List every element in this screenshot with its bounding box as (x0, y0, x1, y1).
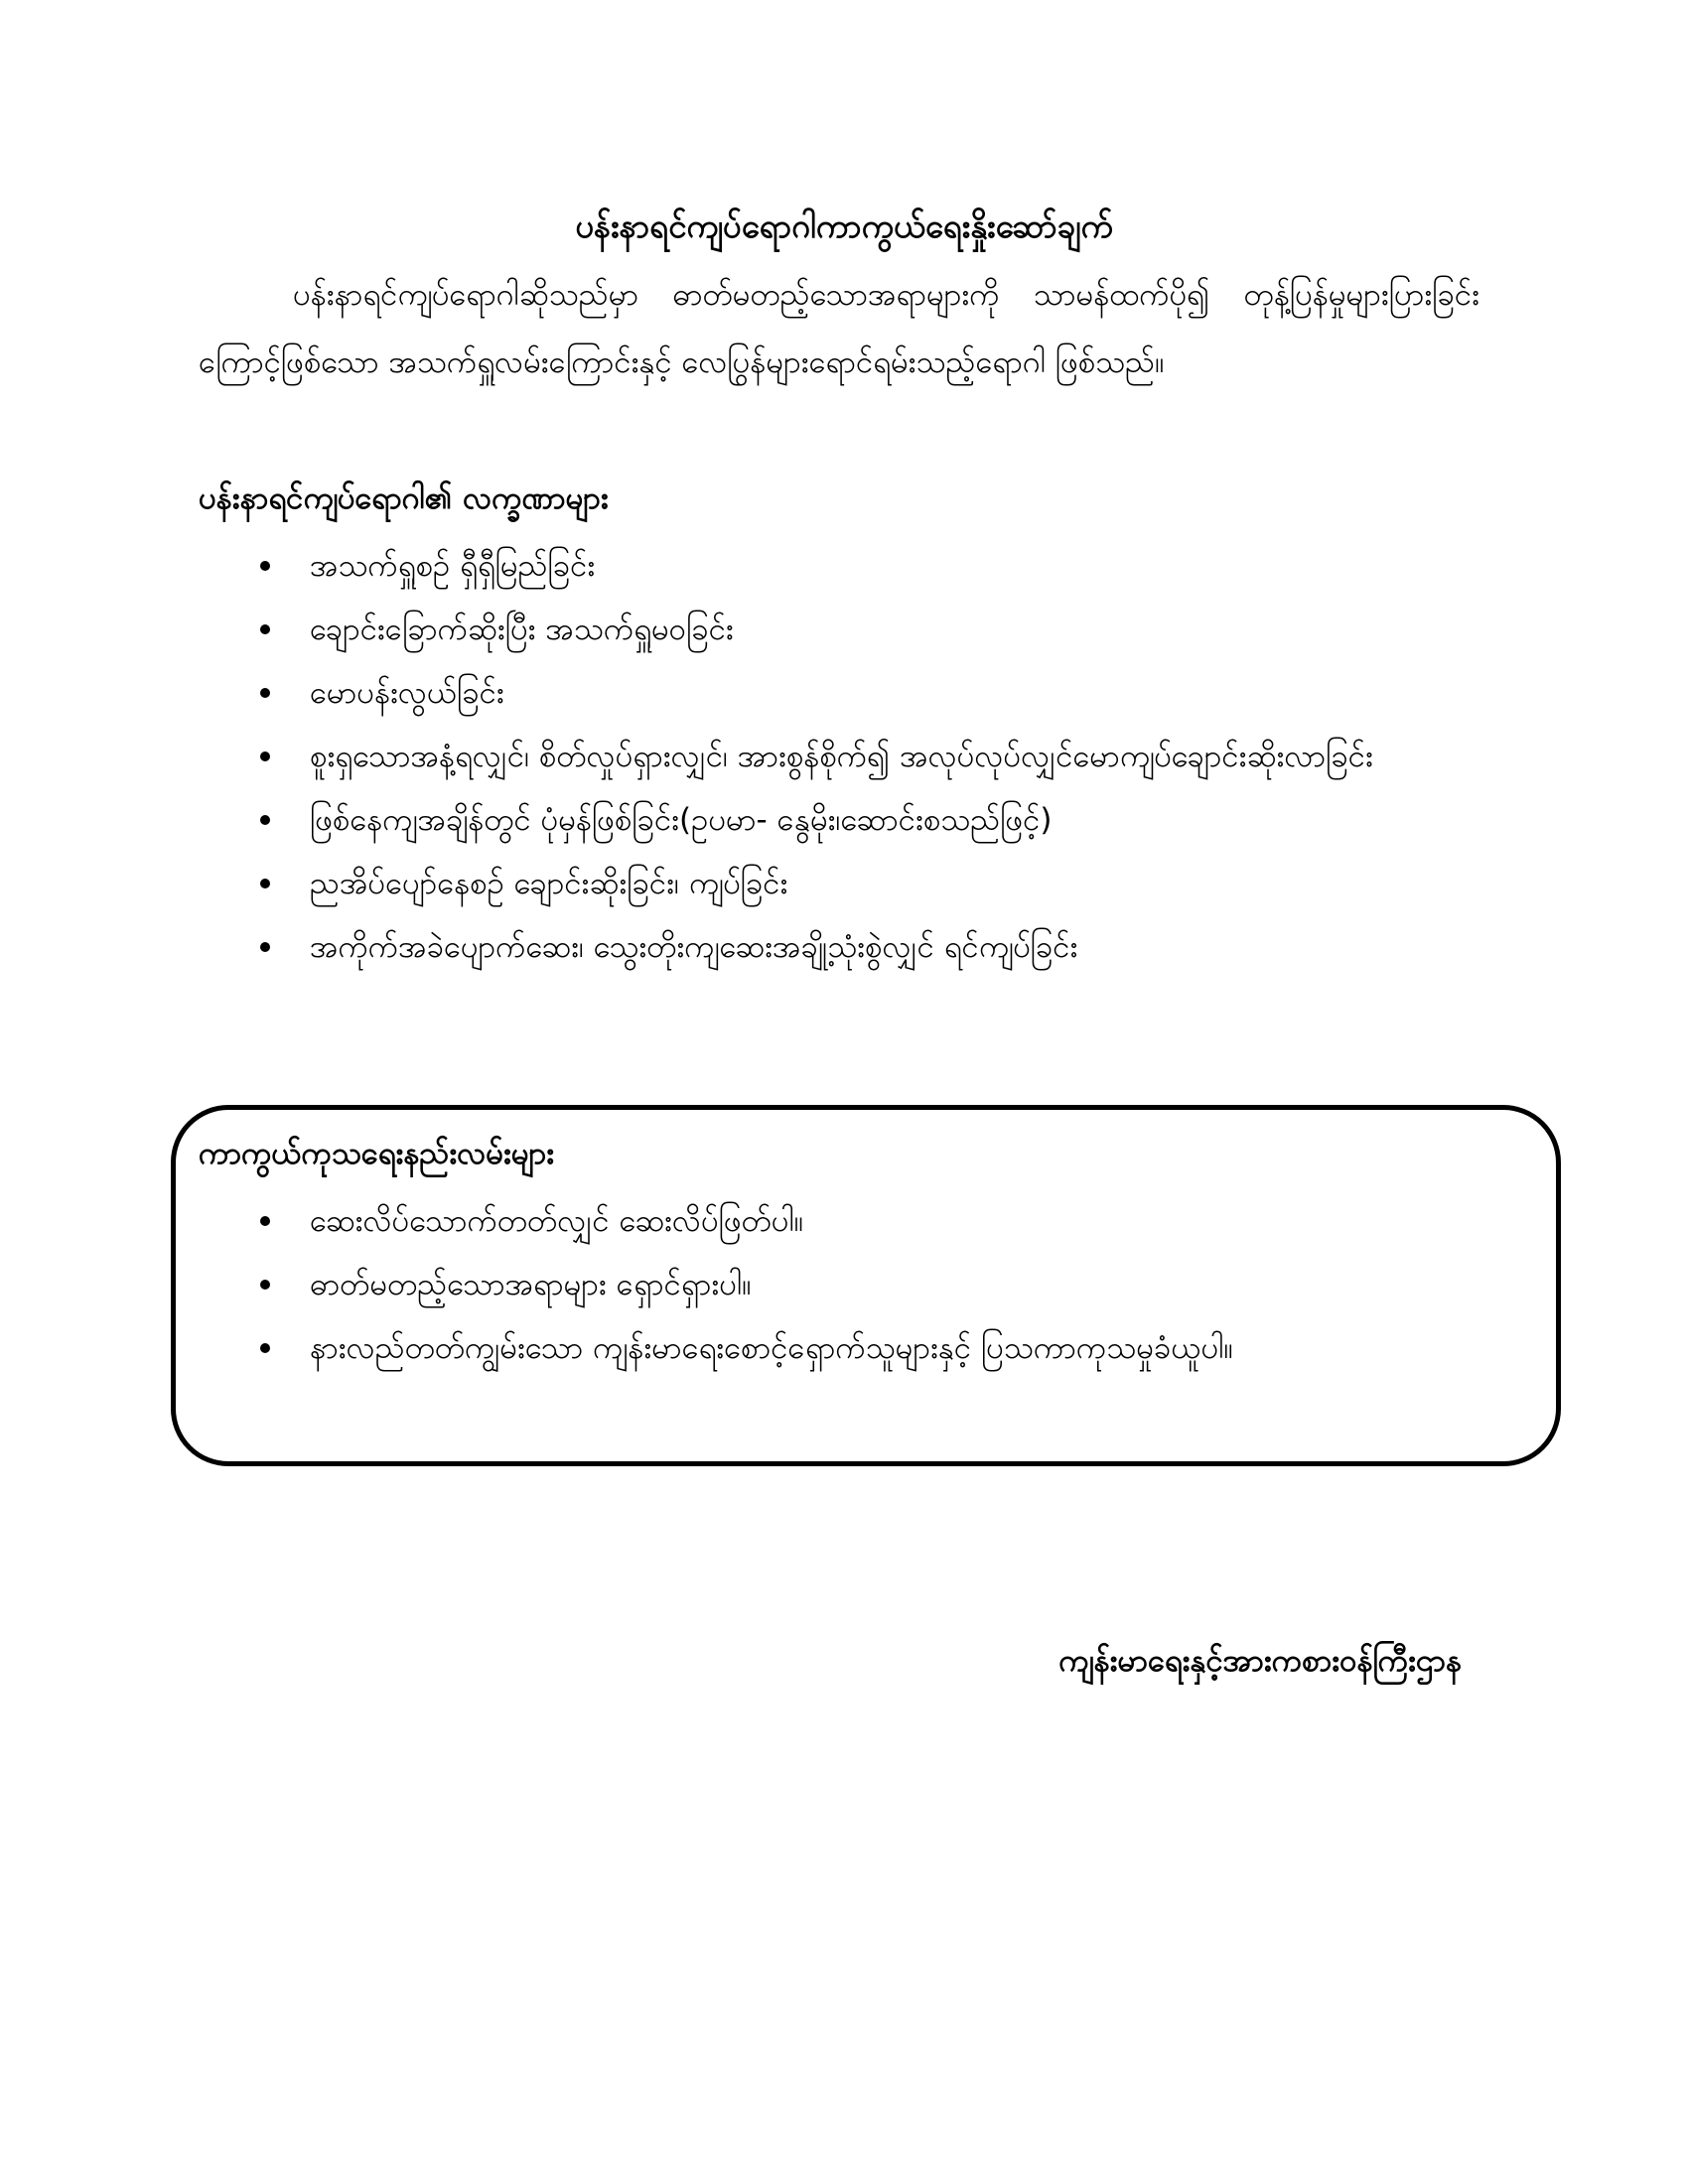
bullet-icon (260, 561, 270, 571)
bullet-icon (260, 1280, 270, 1290)
list-item (260, 725, 1479, 788)
list-item (260, 852, 1479, 915)
list-item (260, 915, 1479, 979)
bullet-icon (260, 688, 270, 698)
prevention-list (260, 1189, 1479, 1380)
list-item (260, 598, 1479, 661)
symptoms-heading: ပန်းနာရင်ကျပ်ရောဂါ၏ လက္ခဏာများ (199, 480, 609, 516)
bullet-icon (260, 879, 270, 888)
prevention-heading: ကာကွယ်ကုသရေးနည်းလမ်းများ (199, 1136, 555, 1171)
list-item (260, 1189, 1479, 1253)
list-item (260, 788, 1479, 852)
ministry-signature: ကျန်းမာရေးနှင့်အားကစားဝန်ကြီးဌာန (1058, 1643, 1462, 1679)
page-title: ပန်းနာရင်ကျပ်ရောဂါကာကွယ်ရေးနှိုးဆော်ချက် (575, 206, 1113, 245)
symptom-text: ဖြစ်နေကျအချိန်တွင် ပုံမှန်ဖြစ်ခြင်း(ဥပမာ- နွေမိုး၊ဆောင်းစသည်ဖြင့်) (310, 802, 1053, 838)
list-item (260, 661, 1479, 725)
bullet-icon (260, 1216, 270, 1226)
list-item (260, 1316, 1479, 1380)
symptoms-list (260, 534, 1479, 979)
symptom-text: အသက်ရှူစဉ် ရှီရှီမြည်ခြင်း (310, 548, 596, 584)
symptom-text: ညအိပ်ပျော်နေစဉ် ချောင်းဆိုးခြင်း၊ ကျပ်ခြင်း (310, 866, 788, 901)
intro-paragraph: ပန်းနာရင်ကျပ်ရောဂါဆိုသည်မှာ ဓာတ်မတည့်သောအရာများကို သာမန်ထက်ပို၍ တုန့်ပြန်မှုများပြားခြင်းကြောင့်ဖြစ်သော အသက်ရှူလမ်းကြောင်းနှင့် လေပြွန်များရောင်ရမ်းသည့်ရောဂါ ဖြစ်သည်။ (199, 277, 1479, 380)
list-item (260, 1253, 1479, 1316)
bullet-icon (260, 624, 270, 634)
symptom-text: စူးရှသောအနံ့ရလျှင်၊ စိတ်လှုပ်ရှားလျှင်၊ အားစွန်စိုက်၍ အလုပ်လုပ်လျှင်မောကျပ်ချောင်းဆိုးလာခြင်း (310, 739, 1373, 774)
symptom-text: မောပန်းလွယ်ခြင်း (310, 675, 504, 711)
prevention-text: နားလည်တတ်ကျွမ်းသော ကျန်းမာရေးစောင့်ရှောက်သူများနှင့် ပြသကာကုသမှုခံယူပါ။ (310, 1330, 1233, 1366)
symptom-text: ချောင်းခြောက်ဆိုးပြီး အသက်ရှူမဝခြင်း (310, 612, 734, 647)
bullet-icon (260, 1343, 270, 1353)
bullet-icon (260, 815, 270, 825)
bullet-icon (260, 751, 270, 761)
symptom-text: အကိုက်အခဲပျောက်ဆေး၊ သွေးတိုးကျဆေးအချို့သုံးစွဲလျှင် ရင်ကျပ်ခြင်း (310, 929, 1078, 965)
list-item (260, 534, 1479, 598)
prevention-text: ဆေးလိပ်သောက်တတ်လျှင် ဆေးလိပ်ဖြတ်ပါ။ (310, 1203, 804, 1239)
prevention-text: ဓာတ်မတည့်သောအရာများ ရှောင်ရှားပါ။ (310, 1267, 752, 1302)
bullet-icon (260, 942, 270, 952)
